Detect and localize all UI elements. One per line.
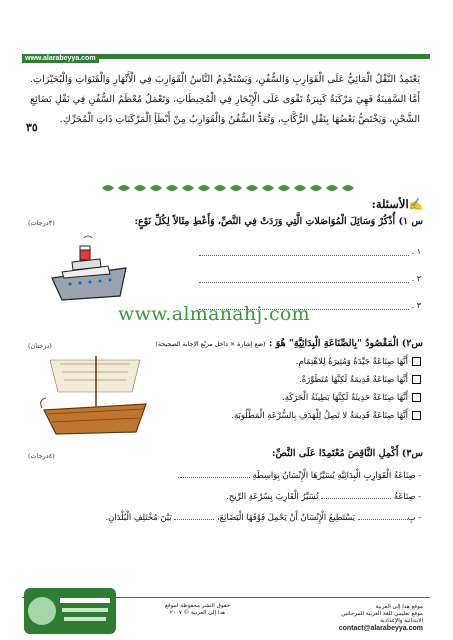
question-2: س٢) الْمَقْصُودُ "بِالصِّنَاعَةِ الْبِدَائِيَّةِ" هُوَ : (ضع إشارة × داخل مربّع الإجابة الصحيحة) <box>155 338 423 349</box>
question-3: س٣) أَكْمِلِ النَّاقِصَ مُعْتَمِدًا عَلَى النَّصِّ: <box>271 448 423 459</box>
footer-site-info: موقع هدا إلى العربية موقع تعليمي للغة العربية للمرحلتين الابتدائية والإعدادية <box>341 604 423 624</box>
option-4-checkbox[interactable] <box>412 411 421 420</box>
site-url: www.alarabeyya.com <box>22 55 99 63</box>
question-2-instruction: (ضع إشارة × داخل مربّع الإجابة الصحيحة) <box>155 341 266 348</box>
fill-item-3[interactable]: - بِ يَسْتَطِيعُ الْإِنْسَانُ أَنْ يَحْمِلَ فَوْقَهَا الْبَضَائِعَ، بَيْنَ مُخْتَلِفِ الْبُلْدَانِ. <box>105 512 421 522</box>
fill-item-1[interactable]: - صِنَاعَةُ الْقَوَارِبِ الْبِدَائِيَّةِ يُسَيِّرُهَا الْإِنْسَانُ بِوَاسِطَةِ . <box>177 470 421 480</box>
option-1-checkbox[interactable] <box>412 357 421 366</box>
option-1[interactable]: أَنَّهَا صِنَاعَةٌ جَيِّدَةٌ وَمُثِيرَةٌ لِلاهْتِمَامِ. <box>296 356 421 366</box>
option-4[interactable]: أَنَّهَا صِنَاعَةٌ قَدِيمَةٌ لا تَصِلُ لِلْهَدَفِ بِالسُّرْعَةِ الْمَطْلُوبَةِ. <box>231 410 421 420</box>
answer-line-1[interactable]: ١ . <box>199 247 421 256</box>
question-1: س ١) أُذْكُرْ وَسَائِلَ الْمُوَاصَلاتِ الَّتِي وَرَدَتْ فِي النَّصِّ، وَأَعْطِ مِثَالاً لِكُلِّ نَوْعٍ: <box>134 216 423 227</box>
fill-item-2[interactable]: - صِنَاعَةُ تُسَيِّرُ الْقَارِبَ بِسُرْعَةِ الرِّيحِ. <box>226 491 421 501</box>
footer-email-link[interactable]: contact@alarabeyya.com <box>338 625 423 632</box>
ship-image <box>50 232 130 304</box>
ornament-divider <box>98 182 356 194</box>
line-number: ٣٥ <box>26 122 38 134</box>
question-1-grade: (٣درجات) <box>28 219 55 227</box>
watermark-text: www.almanahj.com <box>118 303 310 325</box>
question-2-grade: (درجتان) <box>28 342 52 350</box>
questions-title: ✍الأسئلة: <box>371 197 423 211</box>
option-3[interactable]: أَنَّهَا صِنَاعَةٌ حَدِيثَةٌ لَكِنَّهَا بَطِيئَةُ الْحَرَكَةِ. <box>282 392 421 402</box>
option-3-checkbox[interactable] <box>412 393 421 402</box>
answer-line-2[interactable]: ٢ . <box>199 274 421 283</box>
sailboat-image <box>40 352 150 442</box>
question-3-grade: (٤درجات) <box>28 452 55 460</box>
answer-line-3[interactable]: ٣ . <box>199 301 421 310</box>
footer-copyright: حقوق النشر محفوظة لموقع هدا إلى العربية © ٢٠٠٧ <box>165 603 231 616</box>
passage-text: يَعْتَمِدُ النَّقْلُ الْمَائِيُّ عَلَى الْقَوَارِبِ وَالسُّفُنِ، وَيَسْتَخْدِمُ النَّاسُ الْقَوَارِبَ فِي الْأَنْهَارِ وَالْقَنَوَاتِ وَالْبُحَيْرَاتِ. أَمَّا السَّفِينَةُ فَهِيَ مَرْكَبَةٌ كَبِيرَةٌ تَقْوَى عَلَى الْإِبْحَارِ فِي الْمُحِيطَاتِ، وَتَعْمَلُ مُعْظَمُ السُّفُنِ فِي نَقْلِ بَضَائِعِ الشَّحْنِ، وَيَخْتَصُّ بَعْضُهَا بِنَقْلِ الرُّكَّابِ، وَتُعَدُّ السُّفُنُ وَالْقَوَارِبُ مِنْ أَبْطَأِ الْمَرْكَبَاتِ ذَاتِ الْمُحَرِّكِ. <box>30 74 420 125</box>
site-logo <box>22 586 118 636</box>
option-2-checkbox[interactable] <box>412 375 421 384</box>
option-2[interactable]: أَنَّهَا صِنَاعَةٌ قَدِيمَةٌ لَكِنَّهَا مُتَطَوِّرَةٌ. <box>299 374 421 384</box>
